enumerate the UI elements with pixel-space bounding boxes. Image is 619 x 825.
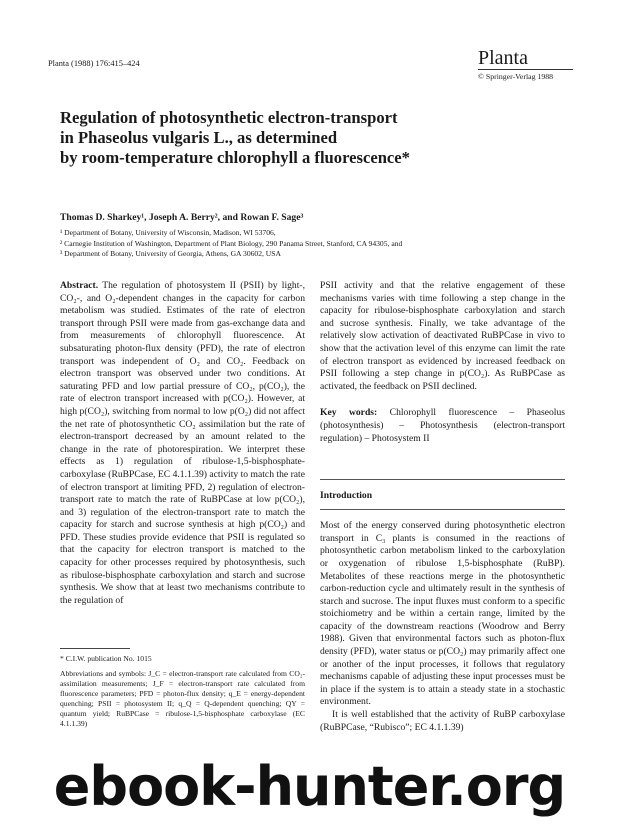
paper-title <box>60 108 560 168</box>
affiliations <box>60 228 402 260</box>
left-column <box>60 280 305 607</box>
keywords <box>320 407 565 445</box>
intro-paragraph-2: It is well established that the activity of RuBP carboxylase (RuBPCase, “Rubisco”; EC 4.1.1.39) <box>320 709 565 733</box>
title-line-1: Regulation of photosynthetic electron-transport <box>60 108 398 127</box>
affiliation-2: ² Carnegie Institution of Washington, Department of Plant Biology, 290 Panama Street, Stanford, CA 94305, and <box>60 238 403 248</box>
footnote-rule <box>60 648 130 649</box>
section-heading-introduction: Introduction <box>320 490 373 502</box>
watermark-logo: ebook-hunter.org <box>53 755 566 818</box>
title-line-2: in Phaseolus vulgaris L., as determined <box>60 128 338 147</box>
publication-footnote: * C.I.W. publication No. 1015 <box>60 654 152 663</box>
title-line-3: by room-temperature chlorophyll a fluorescence* <box>60 148 410 167</box>
abstract <box>60 280 305 607</box>
journal-name: Planta <box>478 47 528 69</box>
right-column <box>320 280 565 734</box>
journal-rule <box>478 69 573 70</box>
keywords-label: Key words: <box>320 407 378 419</box>
affiliation-1: ¹ Department of Botany, University of Wisconsin, Madison, WI 53706, <box>60 228 276 237</box>
author-list: Thomas D. Sharkey¹, Joseph A. Berry², and Rowan F. Sage³ <box>60 212 304 223</box>
abbreviations-footnote: Abbreviations and symbols: J_C = electron-transport rate calculated from CO₂-assimilation measurements; J_F = electron-transport rate calculated from fluorescence parameters; PFD = photon-flux density; q_E = energy-dependent quenching; PSII = photosystem II; q_Q = Q-dependent quenching; QY = quantum yield; RuBPCase = ribulose-1,5-bisphosphate carboxylase (EC 4.1.1.39) <box>60 669 305 728</box>
section-rule <box>320 479 565 480</box>
abstract-continued: PSII activity and that the relative engagement of these mechanisms varies with time following a step change in the capacity for ribulose-bisphosphate carboxylation and starch and sucrose synthesis. Finally, we take advantage of the relatively slow activation of deactivated RuBPCase in vivo to show that the activation level of this enzyme can limit the rate of electron transport as evidenced by increased feedback on PSII following a step change in p(CO₂). As RuBPCase as activated, the feedback on PSII declined. <box>320 280 565 392</box>
publisher-line: © Springer-Verlag 1988 <box>478 72 554 81</box>
journal-citation: Planta (1988) 176:415–424 <box>48 59 140 68</box>
abstract-text: The regulation of photosystem II (PSII) by light-, CO₂-, and O₂-dependent changes in the capacity for carbon metabolism was studied. Estimates of the rate of electron transport through PSII were made from gas-exchange data and from measurements of chlorophyll fluorescence. At subsaturating photon-flux density (PFD), the rate of electron transport was independent of O₂ and CO₂. Feedback on electron transport was observed under two conditions. At saturating PFD and low partial pressure of CO₂, p(CO₂), the rate of electron transport increased with p(CO₂). However, at high p(CO₂), switching from normal to low p(O₂) did not affect the net rate of photosynthetic CO₂ assimilation but the rate of electron-transport decreased by an amount related to the change in the rate of photorespiration. We interpret these effects as 1) regulation of ribulose-1,5-bisphosphate-carboxylase (RuBPCase, EC 4.1.1.39) activity to match the rate of electron transport at limiting PFD, 2) regulation of electron-transport rate to match the rate of RuBPCase at low p(CO₂), and 3) regulation of the electron-transport rate to match the capacity for starch and sucrose synthesis at high p(CO₂) and PFD. These studies provide evidence that PSII is regulated so that the capacity for electron transport is matched to the capacity for other processes required by photosynthesis, such as ribulose-bisphosphate carboxylation and starch and sucrose synthesis. We show that at least two mechanisms contribute to the regulation of <box>60 280 305 606</box>
abstract-label: Abstract. <box>60 280 99 291</box>
journal-logo <box>478 49 573 81</box>
section-rule-below <box>320 509 565 510</box>
affiliation-3: ³ Department of Botany, University of Georgia, Athens, GA 30602, USA <box>60 249 281 258</box>
keywords-text: Chlorophyll fluorescence – Phaseolus (photosynthesis) – Photosynthesis (electron-transport regulation) – Photosystem II <box>320 407 566 444</box>
intro-paragraph-1: Most of the energy conserved during photosynthetic electron transport in C₃ plants is consumed in the reactions of photosynthetic carbon metabolism linked to the carboxylation or oxygenation of ribulose 1,5-bisphosphate (RuBP). Metabolites of these reactions merge in the photosynthetic carbon-reduction cycle and ultimately result in the synthesis of starch and sucrose. The input fluxes must conform to a specific stoichiometry and be within a certain range, limited by the capacity of the downstream reactions (Woodrow and Berry 1988). Given that environmental factors such as photon-flux density (PFD), water status or p(CO₂) may primarily affect one or another of the input processes, it follows that regulatory mechanisms capable of adjusting these input processes must be in place if the system is to attain a steady state in a stochastic environment. <box>320 520 565 708</box>
